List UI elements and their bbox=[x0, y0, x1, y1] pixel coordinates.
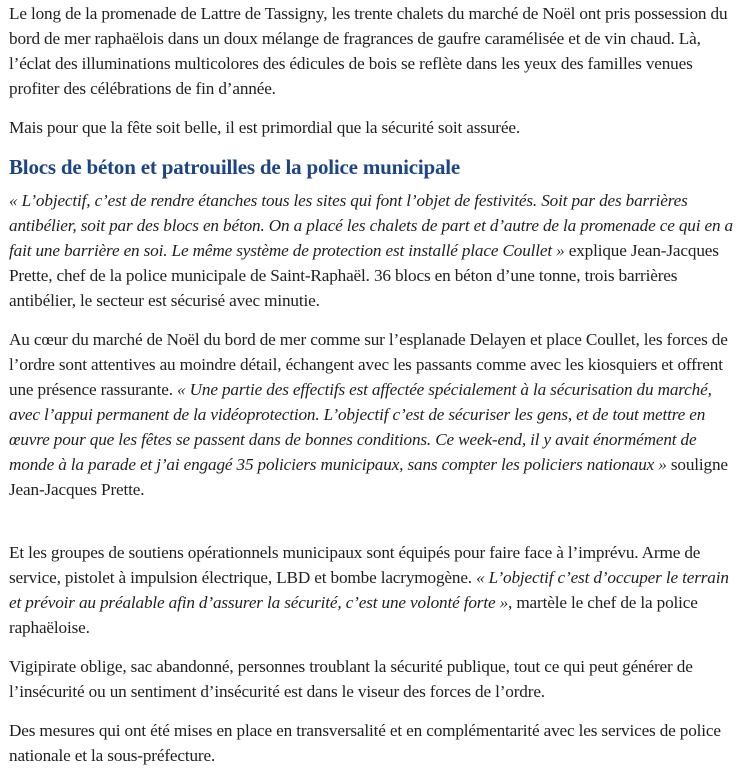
paragraph-vigipirate: Vigipirate oblige, sac abandonné, personnes troublant la sécurité publique, tout ce qui peut générer de l’insécurité ou un sentiment d’insécurité est dans le viseur des forces de l’ordre. bbox=[9, 657, 693, 701]
paragraph-market-forces bbox=[9, 327, 738, 502]
spacer bbox=[9, 516, 738, 540]
section-heading: Blocs de béton et patrouilles de la police municipale bbox=[9, 155, 461, 179]
paragraph-measures: Des mesures qui ont été mises en place en transversalité et en complémentarité avec les services de police nationale et la sous-préfecture. bbox=[9, 721, 721, 765]
paragraph-security: Mais pour que la fête soit belle, il est primordial que la sécurité soit assurée. bbox=[9, 118, 520, 137]
paragraph-intro: Le long de la promenade de Lattre de Tassigny, les trente chalets du marché de Noël ont pris possession du bord de mer raphaëlois dans un doux mélange de fragrances de gaufre caramélisée et de vin chaud. Là, l’éclat des illuminations multicolores des édicules de bois se reflète dans les yeux des familles venues profiter des célébrations de fin d’année. bbox=[9, 4, 728, 98]
article-body bbox=[0, 1, 746, 768]
quote-staffing: « Une partie des effectifs est affectée spécialement à la sécurisation du marché, avec l’appui permanent de la vidéoprotection. L’objectif c’est de sécuriser les gens, et de tout mettre en œuvre pour que les fêtes se passent dans de bonnes conditions. Ce week-end, il y avait énormément de monde à la parade et j’ai engagé 35 policiers municipaux, sans compter les policiers nationaux » bbox=[9, 380, 712, 474]
paragraph-market-forces-text: souligne Jean-Jacques Prette. bbox=[9, 455, 728, 499]
paragraph-barriers bbox=[9, 188, 738, 313]
paragraph-support-groups-text: , martèle le chef de la police raphaëloise. bbox=[9, 593, 698, 637]
paragraph-support-groups bbox=[9, 540, 738, 640]
paragraph-barriers-text: explique Jean-Jacques Prette, chef de la police municipale de Saint-Raphaël. 36 blocs en béton d’une tonne, trois barrières antibélier, le secteur est sécurisé avec minutie. bbox=[9, 241, 719, 310]
paragraph-market-forces-intro: Au cœur du marché de Noël du bord de mer comme sur l’esplanade Delayen et place Coullet, les forces de l’ordre sont attentives au moindre détail, échangent avec les passants comme avec les kiosquiers et offrent une présence rassurante. bbox=[9, 330, 728, 399]
quote-occupy: « L’objectif c’est d’occuper le terrain et prévoir au préalable afin d’assurer la sécurité, c’est une volonté forte » bbox=[9, 568, 729, 612]
paragraph-support-groups-intro: Et les groupes de soutiens opérationnels municipaux sont équipés pour faire face à l’imprévu. Arme de service, pistolet à impulsion électrique, LBD et bombe lacrymogène. bbox=[9, 543, 701, 587]
quote-barriers: « L’objectif, c’est de rendre étanches tous les sites qui font l’objet de festivités. Soit par des barrières antibélier, soit par des blocs en béton. On a placé les chalets de part et d’autre de la promenade ce qui en a fait une barrière en soi. Le même système de protection est installé place Coullet » bbox=[9, 191, 734, 260]
